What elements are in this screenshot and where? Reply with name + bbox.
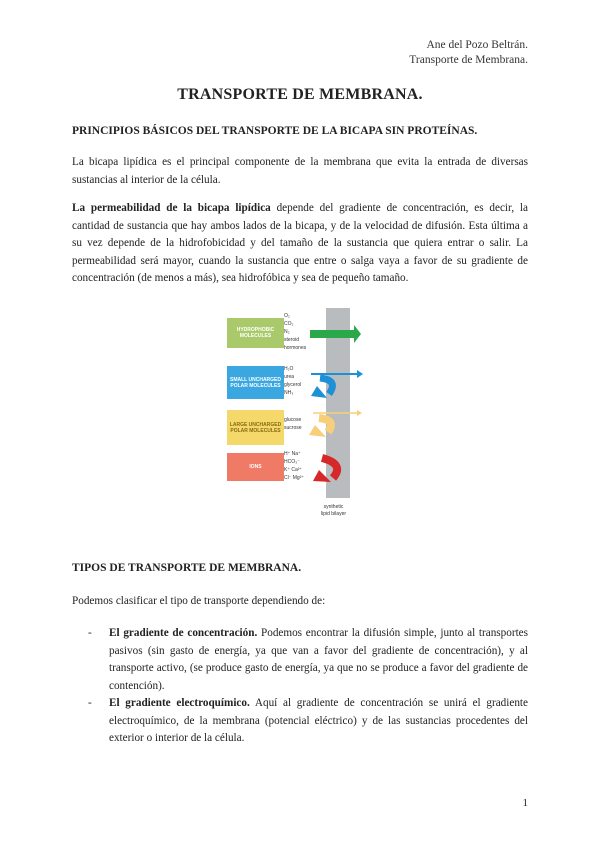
page-title: TRANSPORTE DE MEMBRANA. bbox=[177, 86, 423, 103]
yellow-arrow bbox=[309, 410, 362, 437]
membrane-label bbox=[321, 504, 346, 518]
molecule: glycerol bbox=[284, 382, 302, 388]
list-item-term: El gradiente de concentración. bbox=[109, 627, 258, 639]
small-polar-box: SMALL UNCHARGED POLAR MOLECULES bbox=[227, 366, 284, 399]
molecule: hormones bbox=[284, 345, 307, 351]
permeability-figure bbox=[227, 308, 372, 528]
list-item-text: Aquí al gradiente de concentración se unirá el gradiente electroquímico, de la membrana (potencial eléctrico) y de las sustancias procedentes del exterior o interior de la célula. bbox=[109, 697, 529, 744]
large-polar-box: LARGE UNCHARGED POLAR MOLECULES bbox=[227, 410, 284, 445]
list-item bbox=[72, 625, 528, 695]
list-bullet: - bbox=[88, 697, 92, 709]
molecule: NH₃ bbox=[284, 390, 294, 396]
green-arrow bbox=[310, 325, 361, 343]
molecule: CO₂ bbox=[284, 321, 294, 327]
permeability-text: depende del gradiente de concentración, es decir, la cantidad de sustancia que hay ambos lados de la bicapa, y de la velocidad de difusión. Esta última a su vez depende de la hidrofobicidad y del tamaño de la sustancia que quiera entrar o salir. La permeabilidad será mayor, cuando la sustancia que entre o salga vaya a favor de su gradiente de concentración (de menos a más), sea hidrofóbica y sea de pequeño tamaño. bbox=[72, 202, 529, 284]
page-header bbox=[409, 38, 528, 68]
red-arrow bbox=[313, 458, 337, 482]
permeability-term: La permeabilidad de la bicapa lipídica bbox=[72, 202, 271, 214]
list-item-text: Podemos encontrar la difusión simple, junto al transportes pasivos (sin gasto de energía, ya que van a favor del gradiente de concentración), y al transporte activo, (se produce gasto de energía, ya que no se produce a favor del gradiente de contención). bbox=[109, 627, 529, 692]
transport-list bbox=[72, 625, 528, 748]
section-heading-types: TIPOS DE TRANSPORTE DE MEMBRANA. bbox=[72, 562, 302, 574]
ions-box: IONS bbox=[227, 453, 284, 481]
molecule: HCO₃⁻ bbox=[284, 459, 300, 465]
paragraph-bilayer: La bicapa lipídica es el principal componente de la membrana que evita la entrada de diversas sustancias al interior de la célula. bbox=[72, 156, 528, 186]
list-item-term: El gradiente electroquímico. bbox=[109, 697, 250, 709]
header-subject: Transporte de Membrana. bbox=[409, 54, 528, 66]
molecule: K⁺ Ca²⁺ bbox=[284, 467, 303, 473]
page-number: 1 bbox=[522, 797, 528, 809]
blue-arrow bbox=[311, 370, 363, 398]
arrows bbox=[227, 308, 372, 498]
molecule: steroid bbox=[284, 337, 300, 343]
hydrophobic-box: HYDROPHOBIC MOLECULES bbox=[227, 318, 284, 348]
molecule: Cl⁻ Mg²⁺ bbox=[284, 475, 304, 481]
list-item bbox=[72, 695, 528, 748]
molecule: sucrose bbox=[284, 425, 302, 431]
membrane-label-line2: lipid bilayer bbox=[321, 511, 347, 517]
molecule: glucose bbox=[284, 417, 302, 423]
header-author: Ane del Pozo Beltrán. bbox=[426, 39, 528, 51]
molecule: O₂ bbox=[284, 313, 290, 319]
section-heading-principles: PRINCIPIOS BÁSICOS DEL TRANSPORTE DE LA BICAPA SIN PROTEÍNAS. bbox=[72, 125, 478, 137]
molecule: urea bbox=[284, 374, 295, 380]
paragraph-permeability bbox=[72, 200, 528, 288]
molecule: N₂ bbox=[284, 329, 290, 335]
paragraph-intro: Podemos clasificar el tipo de transporte dependiendo de: bbox=[72, 595, 326, 607]
molecule: H₂O bbox=[284, 366, 294, 372]
list-bullet: - bbox=[88, 627, 92, 639]
molecule: H⁺ Na⁺ bbox=[284, 451, 301, 457]
membrane-label-line1: synthetic bbox=[323, 504, 344, 510]
